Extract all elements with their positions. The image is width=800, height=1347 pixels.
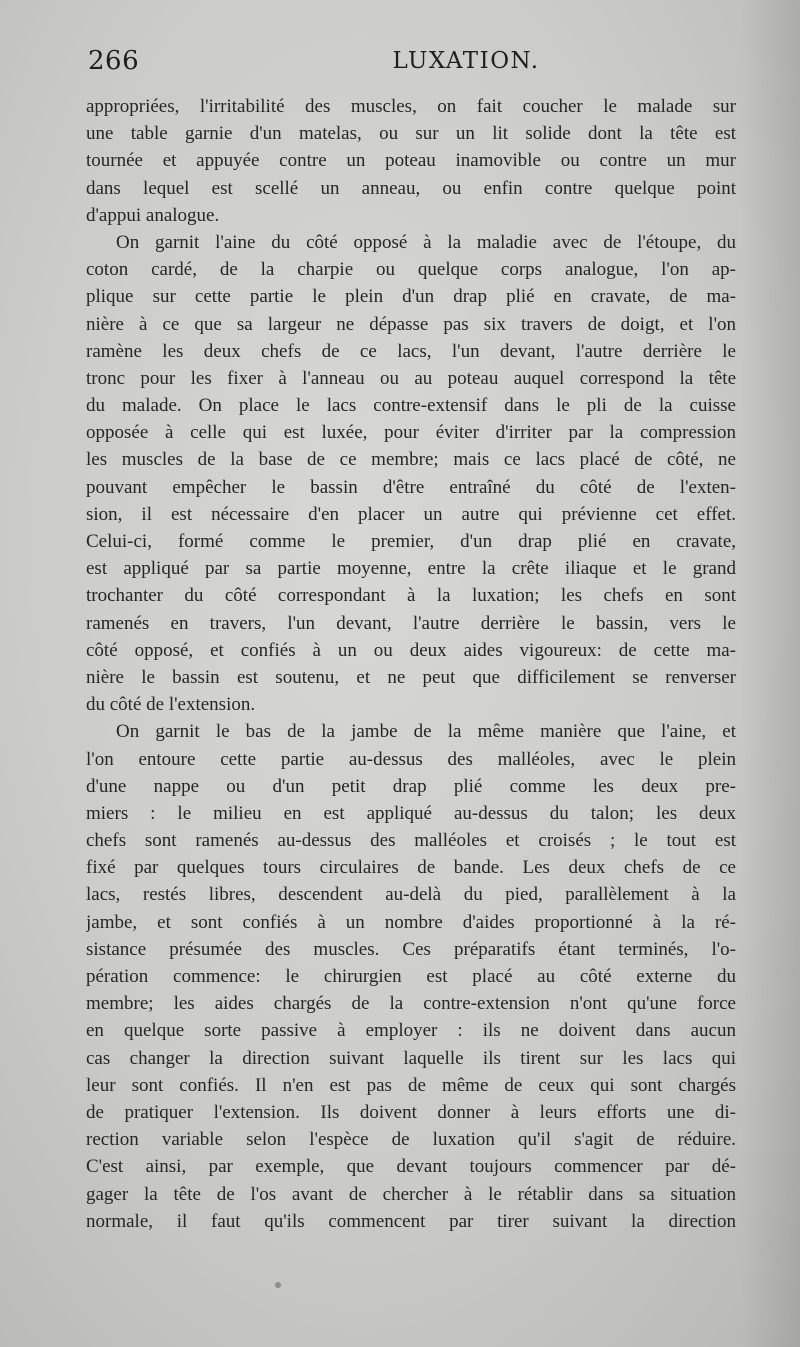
text-line: lacs, restés libres, descendent au-delà du pied, parallèlement à la [86,884,736,906]
text-line: membre; les aides chargés de la contre-extension n'ont qu'une force [86,993,736,1015]
text-line: plique sur cette partie le plein d'un drap plié en cravate, de ma- [86,286,736,308]
paper-speck [275,1282,281,1288]
text-line: d'appui analogue. [86,204,220,226]
body-text [86,93,736,1235]
text-line: normale, il faut qu'ils commencent par tirer suivant la direction [86,1210,736,1232]
text-line: fixé par quelques tours circulaires de bande. Les deux chefs de ce [86,857,736,879]
text-line: ramène les deux chefs de ce lacs, l'un devant, l'autre derrière le [86,340,736,362]
text-line: nière le bassin est soutenu, et ne peut que difficilement se renverser [86,666,736,688]
text-line: de pratiquer l'extension. Ils doivent donner à leurs efforts une di- [86,1101,736,1123]
text-line: jambe, et sont confiés à un nombre d'aides proportionné à la ré- [86,911,736,933]
text-line: C'est ainsi, par exemple, que devant toujours commencer par dé- [86,1156,736,1178]
text-line: nière à ce que sa largeur ne dépasse pas six travers de doigt, et l'on [86,313,736,335]
text-line: chefs sont ramenés au-dessus des malléoles et croisés ; le tout est [86,830,736,852]
text-line: On garnit le bas de la jambe de la même manière que l'aine, et [116,721,736,743]
text-line: les muscles de la base de ce membre; mais ce lacs placé de côté, ne [86,449,736,471]
text-line: miers : le milieu en est appliqué au-dessus du talon; les deux [86,802,736,824]
text-line: tronc pour les fixer à l'anneau ou au poteau auquel correspond la tête [86,367,736,389]
text-line: coton cardé, de la charpie ou quelque corps analogue, l'on ap- [86,259,736,281]
text-line: sistance présumée des muscles. Ces préparatifs étant terminés, l'o- [86,938,736,960]
text-line: du malade. On place le lacs contre-extensif dans le pli de la cuisse [86,395,736,417]
text-line: une table garnie d'un matelas, ou sur un lit solide dont la tête est [86,123,736,145]
text-line: Celui-ci, formé comme le premier, d'un drap plié en cravate, [86,531,736,552]
text-line: On garnit l'aine du côté opposé à la maladie avec de l'étoupe, du [116,231,736,253]
text-line: tournée et appuyée contre un poteau inamovible ou contre un mur [86,150,736,172]
text-line: pération commence: le chirurgien est placé au côté externe du [86,966,736,987]
text-line: du côté de l'extension. [86,694,256,716]
text-line: gager la tête de l'os avant de chercher à le rétablir dans sa situation [86,1183,736,1205]
text-line: est appliqué par sa partie moyenne, entre la crête iliaque et le grand [86,558,736,580]
text-line: appropriées, l'irritabilité des muscles, on fait coucher le malade sur [86,96,736,117]
text-line: rection variable selon l'espèce de luxation qu'il s'agit de réduire. [86,1129,736,1151]
chapter-title: LUXATION. [392,48,540,74]
text-line: cas changer la direction suivant laquelle ils tirent sur les lacs qui [86,1047,736,1069]
running-head [86,44,726,80]
text-line: trochanter du côté correspondant à la luxation; les chefs en sont [86,585,736,607]
text-line: pouvant empêcher le bassin d'être entraîné du côté de l'exten- [86,476,736,498]
text-line: dans lequel est scellé un anneau, ou enfin contre quelque point [86,177,736,199]
page-number: 266 [88,46,140,76]
text-line: l'on entoure cette partie au-dessus des malléoles, avec le plein [86,748,736,770]
text-line: opposée à celle qui est luxée, pour éviter d'irriter par la compression [86,422,736,444]
text-line: sion, il est nécessaire d'en placer un autre qui prévienne cet effet. [86,503,736,525]
text-line: d'une nappe ou d'un petit drap plié comme les deux pre- [86,775,736,797]
text-line: leur sont confiés. Il n'en est pas de même de ceux qui sont chargés [86,1074,736,1096]
text-line: en quelque sorte passive à employer : ils ne doivent dans aucun [86,1020,736,1042]
text-line: ramenés en travers, l'un devant, l'autre derrière le bassin, vers le [86,612,736,634]
text-line: côté opposé, et confiés à un ou deux aides vigoureux: de cette ma- [86,639,736,661]
